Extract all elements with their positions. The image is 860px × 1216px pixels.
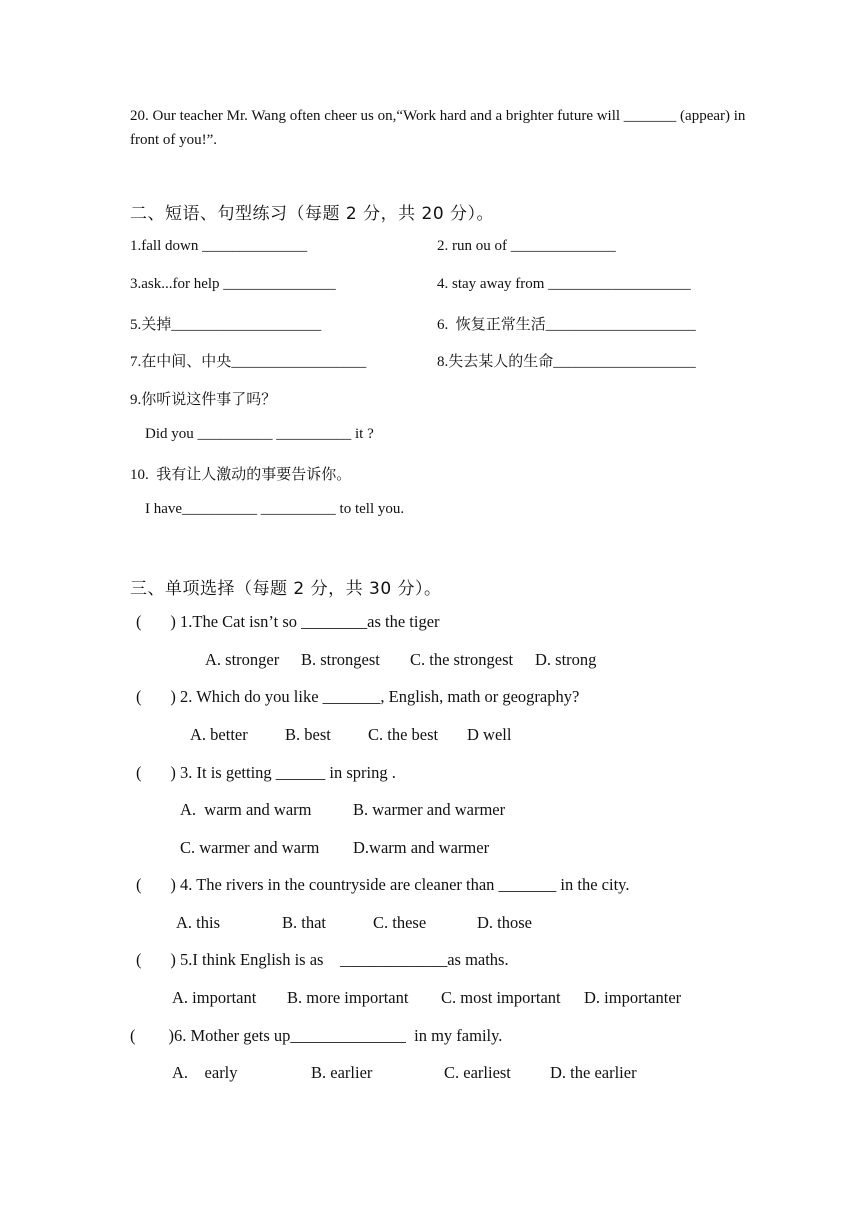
phrase-item-3: 3.ask...for help _______________ [130,276,336,292]
mcq-1-option-d: D. strong [535,650,597,669]
mcq-2-option-b: B. best [285,725,331,744]
phrase-item-4: 4. stay away from ___________________ [437,276,691,292]
mcq-6-option-a: A. early [172,1063,238,1082]
mcq-6-option-d: D. the earlier [550,1063,637,1082]
mcq-5-option-c: C. most important [441,988,561,1007]
mcq-5-option-a: A. important [172,988,257,1007]
mcq-4-option-d: D. those [477,913,532,932]
mcq-2-option-c: C. the best [368,725,439,744]
mcq-1-option-b: B. strongest [301,650,380,669]
mcq-4-stem: ( ) 4. The rivers in the countryside are cleaner than _______ in the city. [136,875,630,894]
q20-line1: 20. Our teacher Mr. Wang often cheer us on,“Work hard and a brighter future will _______ (appear) in [130,108,746,124]
mcq-5-option-b: B. more important [287,988,409,1007]
mcq-4-option-b: B. that [282,913,326,932]
mcq-3-stem: ( ) 3. It is getting ______ in spring . [136,763,396,782]
mcq-3-option-c: C. warmer and warm [180,838,320,857]
mcq-5-option-d: D. importanter [584,988,682,1007]
phrase-item-2: 2. run ou of ______________ [437,238,616,254]
mcq-1-option-a: A. stronger [205,650,280,669]
phrase-item-7: 7.在中间、中央__________________ [130,354,367,370]
phrase-item-6: 6. 恢复正常生活____________________ [437,317,696,333]
mcq-4-option-a: A. this [176,913,221,932]
mcq-6-option-b: B. earlier [311,1063,373,1082]
q10-answer: I have__________ __________ to tell you. [145,501,405,517]
mcq-2-stem: ( ) 2. Which do you like _______, English, math or geography? [136,687,580,706]
mcq-1-option-c: C. the strongest [410,650,514,669]
mcq-4-option-c: C. these [373,913,427,932]
mcq-3-option-a: A. warm and warm [180,800,312,819]
mcq-5-stem: ( ) 5.I think English is as _____________as maths. [136,950,509,969]
q9-prompt: 9.你听说这件事了吗？ [130,392,277,408]
mcq-6-option-c: C. earliest [444,1063,511,1082]
q20-line2: front of you!”. [130,132,218,148]
section2-heading: 二、短语、句型练习（每题 2 分，共 20 分）。 [130,204,495,224]
mcq-6-stem: ( )6. Mother gets up______________ in my family. [130,1026,503,1045]
mcq-2-option-d: D well [467,725,512,744]
mcq-2-option-a: A. better [190,725,248,744]
mcq-1-stem: ( ) 1.The Cat isn’t so ________as the tiger [136,612,440,631]
mcq-3-option-d: D.warm and warmer [353,838,490,857]
phrase-item-5: 5.关掉____________________ [130,317,322,333]
phrase-item-8: 8.失去某人的生命___________________ [437,354,696,370]
section3-heading: 三、单项选择（每题 2 分，共 30 分）。 [130,579,442,599]
phrase-item-1: 1.fall down ______________ [130,238,308,254]
q9-answer: Did you __________ __________ it ? [145,426,374,442]
q10-prompt: 10. 我有让人激动的事要告诉你。 [130,467,352,483]
mcq-3-option-b: B. warmer and warmer [353,800,506,819]
